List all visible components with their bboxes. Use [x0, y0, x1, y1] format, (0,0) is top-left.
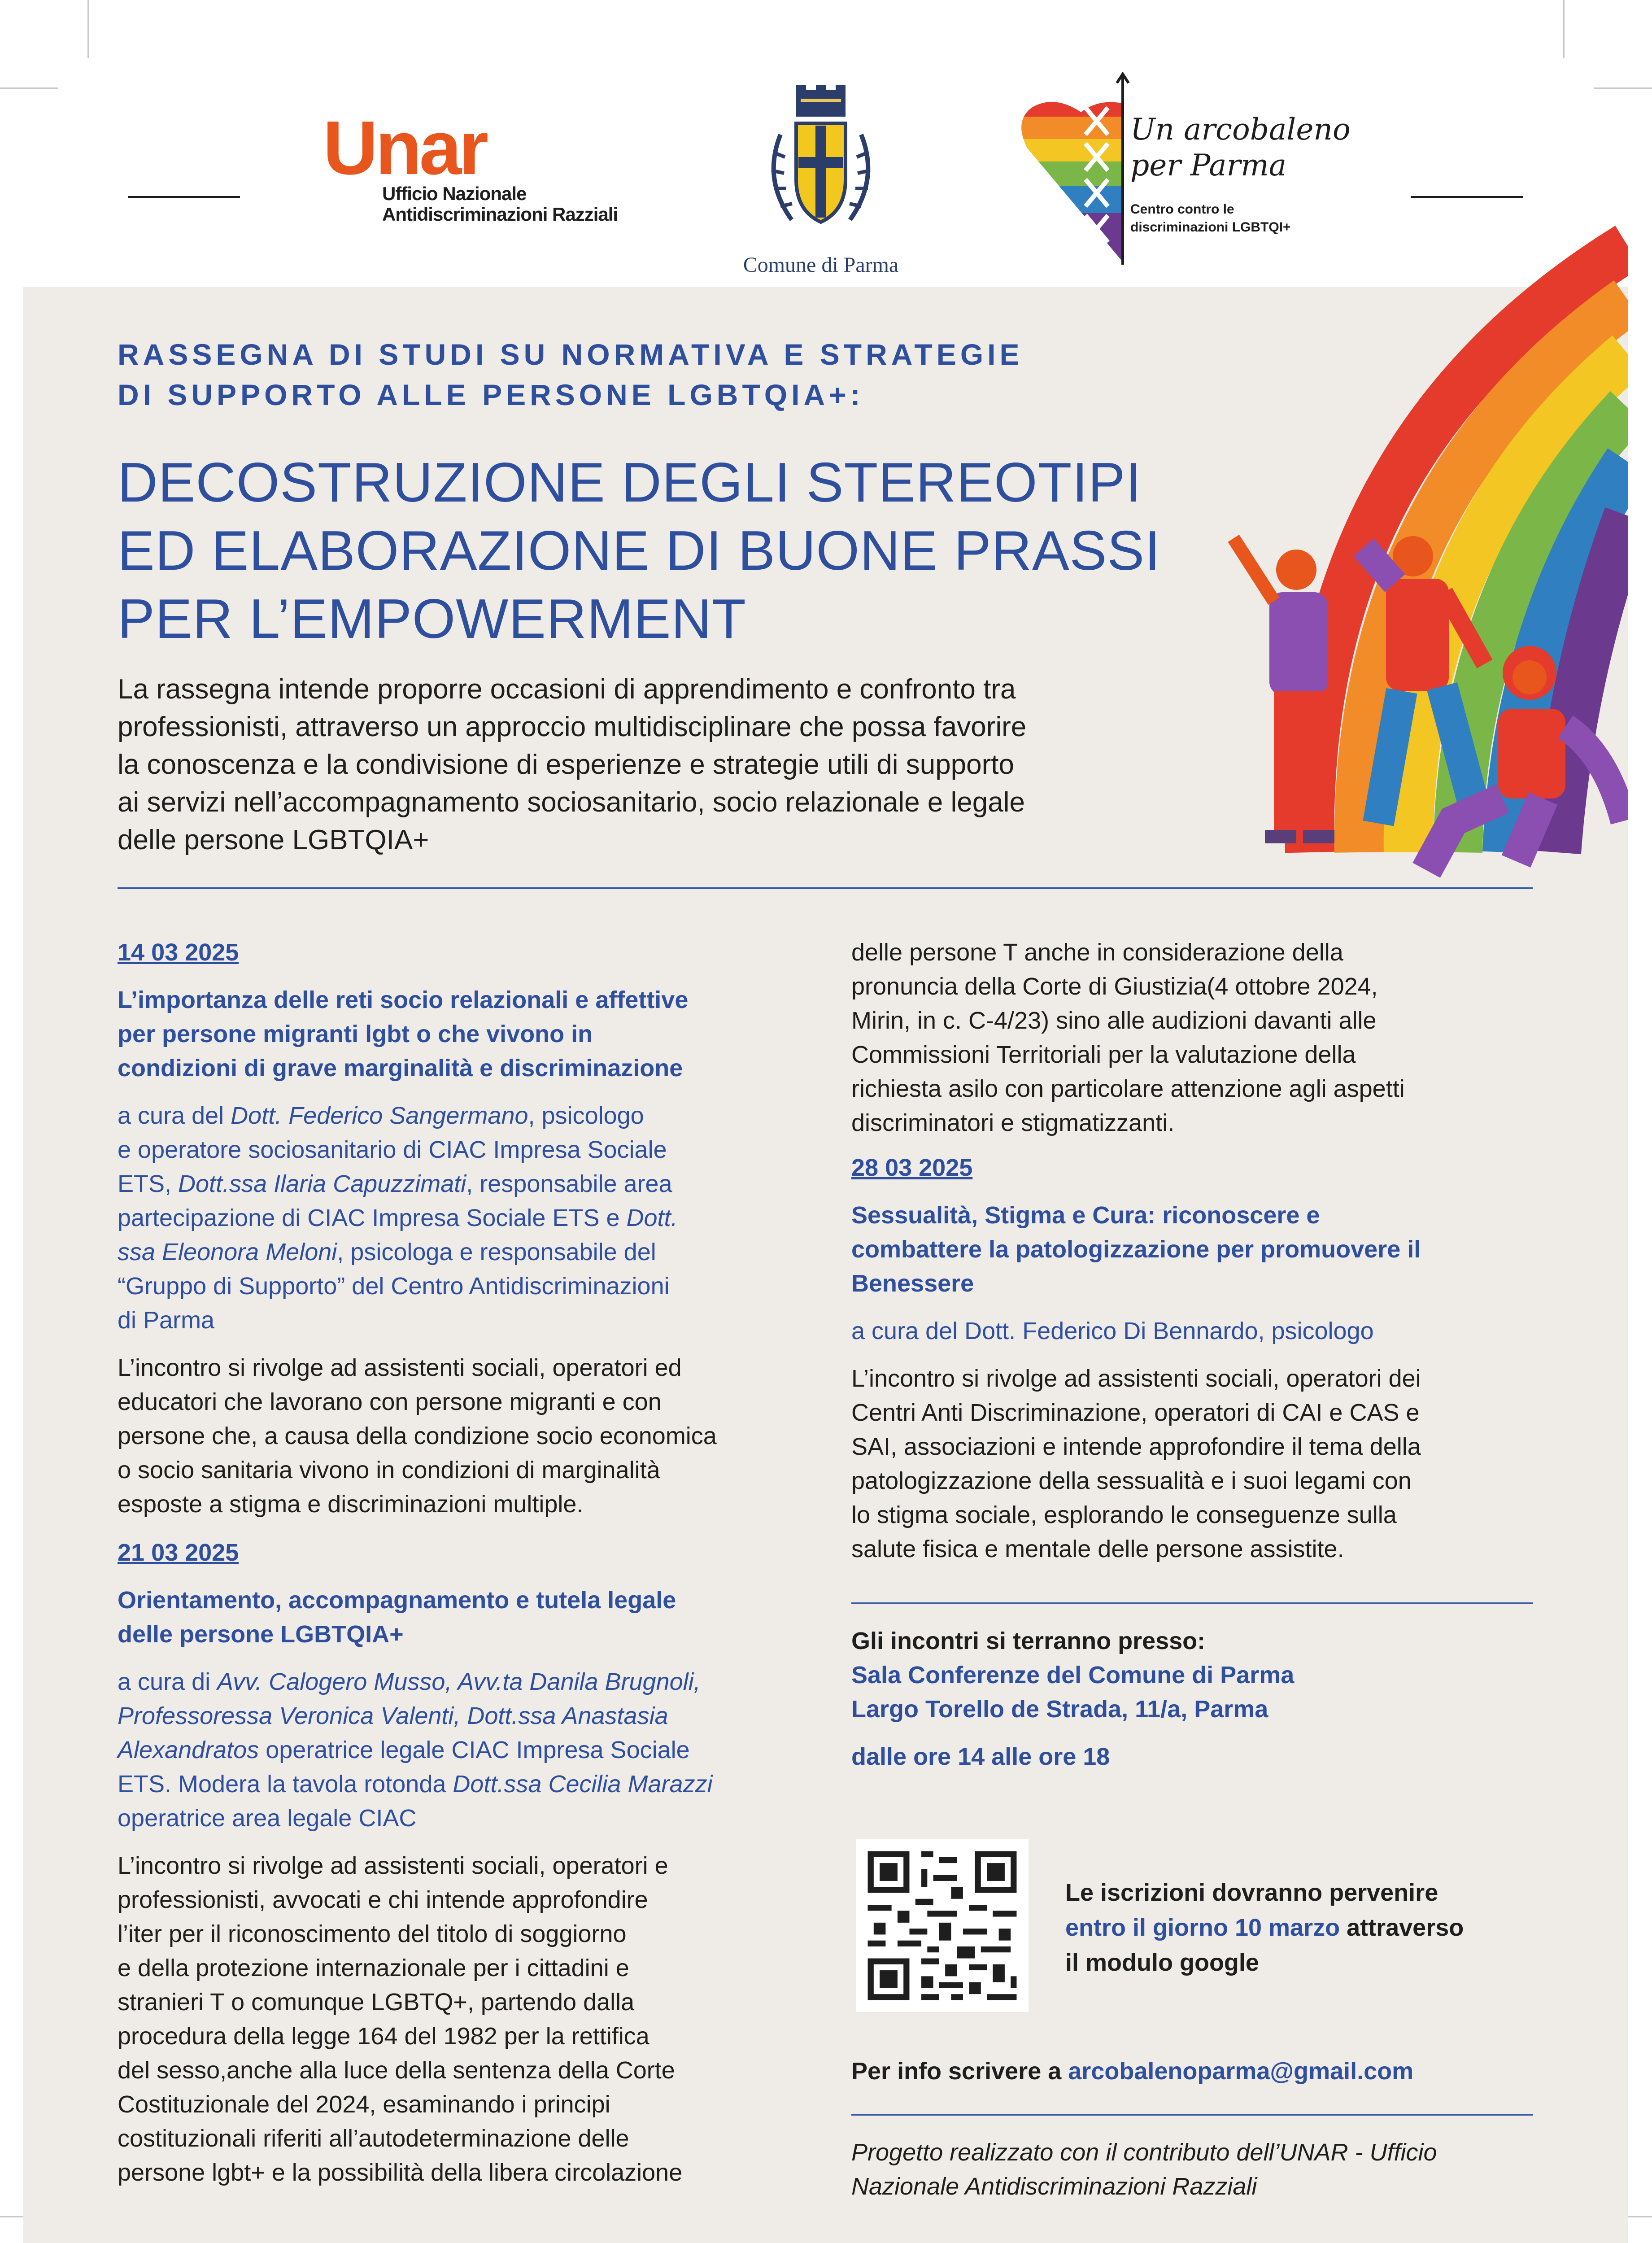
credit-text: a cura di — [118, 1668, 218, 1695]
intro-line: delle persone LGBTQIA+ — [118, 825, 429, 855]
body-line: patologizzazione della sessualità e i suoi legami con — [851, 1467, 1412, 1494]
body-line: persone lgbt+ e la possibilità della libera circolazione — [118, 2159, 683, 2186]
footer-note — [851, 2135, 1569, 2204]
footer-line: Nazionale Antidiscriminazioni Razziali — [851, 2173, 1257, 2200]
body-line: pronuncia della Corte di Giustizia(4 ottobre 2024, — [851, 973, 1378, 1000]
body-line: Mirin, in c. C-4/23) sino alle audizioni davanti alle — [851, 1007, 1377, 1034]
header-rule-right — [1411, 196, 1523, 198]
arcobaleno-sub2: discriminazioni LGBTQI+ — [1130, 220, 1291, 235]
intro-line: professionisti, attraverso un approccio multidisciplinare che possa favorire — [118, 711, 1027, 742]
body-line: Costituzionale del 2024, esaminando i principi — [118, 2091, 610, 2118]
credit-text: ETS, — [118, 1170, 179, 1197]
event-description — [851, 1362, 1551, 1566]
credit-line — [118, 1235, 817, 1269]
body-line: educatori che lavorano con persone migranti e con — [118, 1388, 662, 1415]
parma-crest-icon — [713, 81, 928, 242]
event-title-line: L’importanza delle reti socio relazionali e affettive — [118, 986, 689, 1013]
page-title — [118, 449, 1284, 653]
crop-mark — [1594, 87, 1652, 89]
body-line: L’incontro si rivolge ad assistenti sociali, operatori e — [118, 1852, 668, 1879]
info-email-link[interactable]: arcobalenoparma@gmail.com — [1068, 2058, 1414, 2085]
title-line: DECOSTRUZIONE DEGLI STEREOTIPI — [118, 452, 1142, 514]
footer-divider — [851, 2114, 1533, 2116]
event-title-line: Sessualità, Stigma e Cura: riconoscere e — [851, 1202, 1320, 1229]
credit-name: Alexandratos — [118, 1737, 259, 1763]
event-title-line: condizioni di grave marginalità e discriminazione — [118, 1055, 683, 1082]
venue-divider-top — [851, 1602, 1533, 1604]
kicker-line: DI SUPPORTO ALLE PERSONE LGBTQIA+: — [118, 378, 864, 411]
body-line: persone che, a causa della condizione socio economica — [118, 1423, 717, 1449]
intro-line: ai servizi nell’accompagnamento sociosanitario, socio relazionale e legale — [118, 787, 1025, 818]
info-prefix: Per info scrivere a — [851, 2058, 1068, 2085]
credit-line: “Gruppo di Supporto” del Centro Antidiscriminazioni — [118, 1273, 670, 1300]
venue-time: dalle ore 14 alle ore 18 — [851, 1743, 1110, 1770]
credit-name: Dott. Federico Sangermano — [231, 1102, 528, 1129]
event-date: 28 03 2025 — [851, 1154, 973, 1181]
credit-line: e operatore sociosanitario di CIAC Impresa Sociale — [118, 1136, 667, 1163]
credit-text: operatrice legale CIAC Impresa Sociale — [259, 1737, 690, 1763]
event-title-line: Benessere — [851, 1270, 974, 1297]
body-line: Centri Anti Discriminazione, operatori di CAI e CAS e — [851, 1399, 1420, 1426]
credit-text: , psicologo — [528, 1102, 644, 1129]
body-line: salute fisica e mentale delle persone assistite. — [851, 1536, 1344, 1562]
qr-code[interactable] — [856, 1839, 1029, 2012]
event-title — [118, 1583, 817, 1651]
body-line: professionisti, avvocati e chi intende approfondire — [118, 1886, 648, 1913]
event-credits — [118, 1665, 817, 1835]
event-title-line: combattere la patologizzazione per promuovere il — [851, 1236, 1421, 1263]
body-line: discriminatori e stigmatizzanti. — [851, 1109, 1175, 1136]
intro-line: la conoscenza e la condivisione di esperienze e strategie utili di supporto — [118, 749, 1014, 780]
credit-line — [118, 1167, 817, 1201]
event-title — [118, 983, 817, 1085]
body-line: l’iter per il riconoscimento del titolo di soggiorno — [118, 1920, 627, 1947]
footer-line: Progetto realizzato con il contributo dell’UNAR - Ufficio — [851, 2139, 1437, 2166]
title-line: PER L’EMPOWERMENT — [118, 588, 746, 650]
registration-line: Le iscrizioni dovranno pervenire — [1065, 1879, 1438, 1906]
info-contact — [851, 2054, 1569, 2089]
event-title-line: delle persone LGBTQIA+ — [118, 1621, 404, 1648]
unar-logo-sub2: Antidiscriminazioni Razziali — [382, 204, 618, 225]
kicker — [118, 334, 1239, 415]
body-line: costituzionali riferiti all’autodeterminazione delle — [118, 2125, 629, 2152]
registration-text: attraverso — [1340, 1914, 1464, 1941]
crop-mark — [1563, 0, 1565, 58]
credit-name: Avv. Calogero Musso, Avv.ta Danila Brugnoli, — [217, 1668, 701, 1695]
body-line: e della protezione internazionale per i cittadini e — [118, 1955, 629, 1981]
qr-code-icon — [856, 1839, 1029, 2012]
unar-logo — [323, 105, 664, 236]
registration-deadline: entro il giorno 10 marzo — [1065, 1914, 1340, 1941]
event-date: 14 03 2025 — [118, 939, 239, 966]
credit-line — [118, 1767, 817, 1801]
crop-mark — [87, 0, 89, 58]
credit-name: Dott.ssa Cecilia Marazzi — [453, 1771, 713, 1798]
credit-text: partecipazione di CIAC Impresa Sociale ETS e — [118, 1204, 627, 1231]
unar-logo-sub1: Ufficio Nazionale — [382, 183, 527, 204]
body-line: del sesso,anche alla luce della sentenza della Corte — [118, 2057, 675, 2084]
credit-text: a cura del — [118, 1102, 231, 1129]
body-line: stranieri T o comunque LGBTQ+, partendo dalla — [118, 1989, 635, 2016]
credit-text: ETS. Modera la tavola rotonda — [118, 1771, 453, 1798]
section-divider — [118, 887, 1533, 889]
event-title — [851, 1198, 1551, 1300]
body-line: o socio sanitaria vivono in condizioni di marginalità — [118, 1457, 660, 1484]
event-description — [118, 1351, 817, 1521]
arcobaleno-sub1: Centro contro le — [1130, 202, 1234, 217]
right-column — [851, 935, 1551, 1566]
credit-line: di Parma — [118, 1307, 215, 1334]
body-line: Commissioni Territoriali per la valutazione della — [851, 1041, 1356, 1068]
comune-parma-label: Comune di Parma — [743, 253, 899, 277]
venue-place: Sala Conferenze del Comune di Parma — [851, 1662, 1295, 1689]
title-line: ED ELABORAZIONE DI BUONE PRASSI — [118, 520, 1161, 582]
venue-address: Largo Torello de Strada, 11/a, Parma — [851, 1696, 1268, 1723]
credit-text: , psicologa e responsabile del — [337, 1239, 656, 1266]
credit-name: Professoressa Veronica Valenti, Dott.ssa Anastasia — [118, 1702, 668, 1729]
intro-line: La rassegna intende proporre occasioni di apprendimento e confronto tra — [118, 674, 1016, 705]
body-line: L’incontro si rivolge ad assistenti sociali, operatori dei — [851, 1365, 1421, 1392]
crop-mark — [0, 87, 58, 89]
credit-line — [118, 1665, 817, 1699]
credit-line — [118, 1733, 817, 1767]
body-line: L’incontro si rivolge ad assistenti sociali, operatori ed — [118, 1354, 682, 1381]
arcobaleno-title1: Un arcobaleno — [1130, 112, 1351, 147]
kicker-line: RASSEGNA DI STUDI SU NORMATIVA E STRATEGIE — [118, 338, 1024, 371]
body-line: SAI, associazioni e intende approfondire il tema della — [851, 1433, 1421, 1460]
credit-line: operatrice area legale CIAC — [118, 1805, 417, 1832]
body-line: lo stigma sociale, esplorando le conseguenze sulla — [851, 1501, 1397, 1528]
venue-info — [851, 1624, 1551, 1774]
registration-line: il modulo google — [1065, 1949, 1259, 1976]
credit-line — [118, 1099, 817, 1133]
rainbow-heart-icon — [1018, 72, 1130, 265]
credit-text: , responsabile area — [466, 1170, 672, 1197]
credit-line — [118, 1201, 817, 1235]
credit-name: ssa Eleonora Meloni — [118, 1239, 337, 1266]
arcobaleno-title2: per Parma — [1130, 148, 1287, 183]
unar-logo-text: Unar — [323, 105, 486, 191]
credit-name: Dott.ssa Ilaria Capuzzimati — [178, 1170, 466, 1197]
credit-line — [118, 1699, 817, 1733]
registration-info — [1065, 1875, 1559, 1980]
body-line: procedura della legge 164 del 1982 per la rettifica — [118, 2023, 649, 2050]
comune-parma-logo — [713, 81, 928, 287]
left-column — [118, 935, 817, 2190]
venue-intro: Gli incontri si terranno presso: — [851, 1628, 1206, 1654]
event-title-line: Orientamento, accompagnamento e tutela legale — [118, 1587, 676, 1614]
event-description-continued — [851, 935, 1551, 1140]
body-line: esposte a stigma e discriminazioni multiple. — [118, 1491, 584, 1518]
event-credits — [118, 1099, 817, 1337]
registration-line — [1065, 1910, 1559, 1945]
body-line: richiesta asilo con particolare attenzione agli aspetti — [851, 1075, 1405, 1102]
body-line: delle persone T anche in considerazione della — [851, 939, 1343, 966]
event-date: 21 03 2025 — [118, 1539, 239, 1566]
header-rule-left — [128, 196, 240, 198]
event-credits: a cura del Dott. Federico Di Bennardo, psicologo — [851, 1318, 1374, 1344]
event-description — [118, 1849, 817, 2190]
event-title-line: per persone migranti lgbt o che vivono in — [118, 1021, 593, 1047]
credit-name: Dott. — [626, 1204, 678, 1231]
intro-paragraph — [118, 671, 1284, 859]
